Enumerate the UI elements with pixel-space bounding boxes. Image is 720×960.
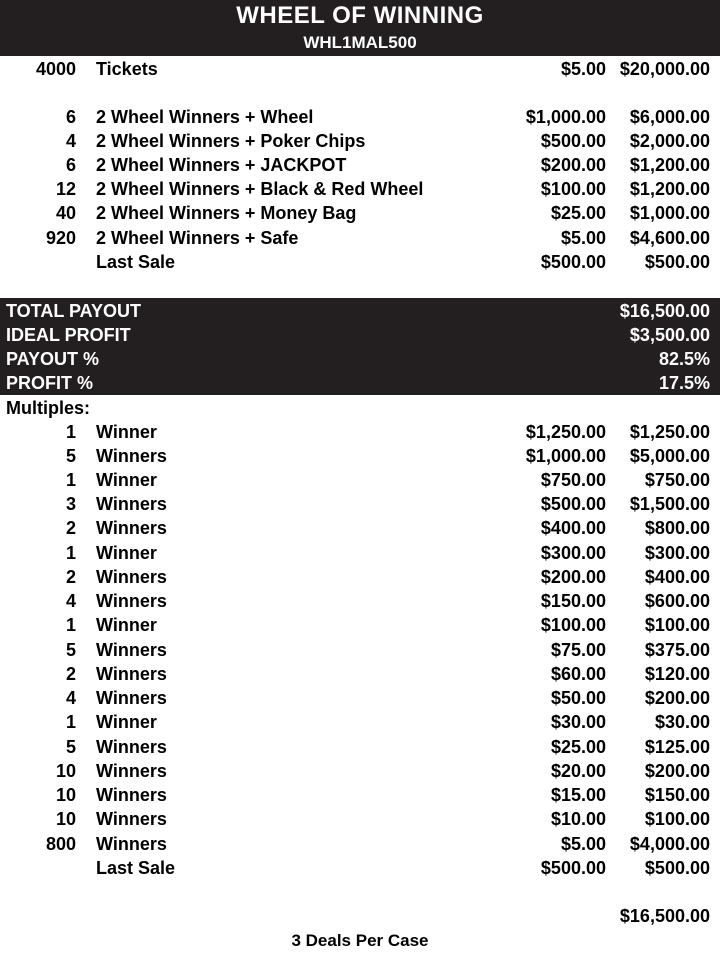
summary-row-total-payout [0,299,720,323]
multiple-desc: Winners [96,494,167,514]
summary-label: PROFIT % [6,373,94,393]
multiple-row [0,444,720,468]
multiple-prize: $500.00 [540,858,606,878]
summary-row-ideal-profit [0,323,720,347]
prize-qty: 6 [65,155,76,175]
prize-row [0,153,720,177]
multiple-desc: Winners [96,640,167,660]
multiple-prize: $150.00 [540,591,606,611]
multiple-desc: Winners [96,834,167,854]
multiple-qty: 5 [65,446,76,466]
prize-amount: $500.00 [540,131,606,151]
prize-qty: 920 [45,228,76,248]
multiple-qty: 800 [45,834,76,854]
multiple-row [0,759,720,783]
multiple-prize: $500.00 [540,494,606,514]
prize-desc: 2 Wheel Winners + Safe [96,228,299,248]
multiple-desc: Winner [96,712,157,732]
tickets-qty: 4000 [35,59,76,79]
prize-total: $6,000.00 [629,107,710,127]
prize-desc: 2 Wheel Winners + Wheel [96,107,314,127]
multiple-total: $300.00 [644,543,710,563]
multiple-qty: 1 [65,470,76,490]
prize-total: $1,200.00 [629,179,710,199]
multiple-total: $600.00 [644,591,710,611]
summary-value: $3,500.00 [629,325,710,345]
multiple-prize: $1,250.00 [525,422,606,442]
multiple-row [0,420,720,444]
multiple-total: $150.00 [644,785,710,805]
multiple-total: $5,000.00 [629,446,710,466]
prize-desc: Last Sale [96,252,176,272]
multiple-qty: 5 [65,640,76,660]
multiple-total: $125.00 [644,737,710,757]
multiple-qty: 10 [55,761,76,781]
multiple-qty: 1 [65,543,76,563]
multiple-desc: Winners [96,518,167,538]
game-title: WHEEL OF WINNING [236,2,484,29]
multiple-qty: 4 [65,591,76,611]
summary-value: $16,500.00 [619,301,710,321]
game-code: WHL1MAL500 [303,33,417,52]
summary-label: IDEAL PROFIT [6,325,131,345]
multiple-row [0,492,720,516]
multiple-prize: $200.00 [540,567,606,587]
multiple-prize: $10.00 [550,809,606,829]
multiple-row [0,589,720,613]
multiple-qty: 1 [65,422,76,442]
multiple-row [0,686,720,710]
multiple-row [0,710,720,734]
multiple-row [0,516,720,540]
prize-desc: 2 Wheel Winners + Money Bag [96,203,357,223]
prize-qty: 12 [55,179,76,199]
summary-label: PAYOUT % [6,349,100,369]
multiple-desc: Winner [96,422,157,442]
summary-block [0,298,720,395]
multiple-total: $375.00 [644,640,710,660]
tickets-total: $20,000.00 [619,59,710,79]
multiple-qty: 4 [65,688,76,708]
prize-row [0,226,720,250]
multiple-row [0,783,720,807]
summary-row-profit-percent [0,371,720,395]
multiple-prize: $25.00 [550,737,606,757]
multiple-row [0,468,720,492]
multiple-qty: 10 [55,785,76,805]
multiple-total: $100.00 [644,615,710,635]
summary-row-payout-percent [0,347,720,371]
multiple-prize: $20.00 [550,761,606,781]
multiple-desc: Winner [96,543,157,563]
multiple-desc: Winners [96,737,167,757]
prize-total: $4,600.00 [629,228,710,248]
multiple-row-last-sale [0,856,720,880]
multiple-prize: $60.00 [550,664,606,684]
multiple-qty: 10 [55,809,76,829]
multiple-prize: $400.00 [540,518,606,538]
prize-total: $2,000.00 [629,131,710,151]
multiple-total: $100.00 [644,809,710,829]
prize-desc: 2 Wheel Winners + JACKPOT [96,155,347,175]
prize-qty: 40 [55,203,76,223]
multiple-desc: Winner [96,615,157,635]
prize-amount: $25.00 [550,203,606,223]
multiple-qty: 1 [65,712,76,732]
multiple-qty: 2 [65,664,76,684]
prize-amount: $500.00 [540,252,606,272]
multiple-row [0,807,720,831]
multiple-desc: Last Sale [96,858,176,878]
multiples-heading: Multiples: [6,398,90,418]
tickets-label: Tickets [96,59,158,79]
multiple-prize: $30.00 [550,712,606,732]
multiple-desc: Winners [96,809,167,829]
multiple-desc: Winners [96,591,167,611]
tickets-row [0,57,720,81]
prize-amount: $1,000.00 [525,107,606,127]
prize-desc: 2 Wheel Winners + Black & Red Wheel [96,179,424,199]
prize-total: $1,000.00 [629,203,710,223]
prize-desc: 2 Wheel Winners + Poker Chips [96,131,366,151]
multiple-qty: 3 [65,494,76,514]
multiple-prize: $300.00 [540,543,606,563]
multiple-total: $1,500.00 [629,494,710,514]
multiple-desc: Winners [96,664,167,684]
multiple-prize: $100.00 [540,615,606,635]
multiple-prize: $75.00 [550,640,606,660]
multiple-row [0,662,720,686]
multiple-prize: $750.00 [540,470,606,490]
prize-qty: 6 [65,107,76,127]
multiple-prize: $15.00 [550,785,606,805]
multiple-desc: Winners [96,446,167,466]
ticket-price: $5.00 [560,59,606,79]
header-banner [0,0,720,56]
prize-row [0,201,720,225]
prize-row [0,129,720,153]
multiple-qty: 2 [65,518,76,538]
multiple-desc: Winners [96,688,167,708]
multiple-total: $800.00 [644,518,710,538]
multiple-row [0,638,720,662]
prize-row [0,105,720,129]
multiple-total: $200.00 [644,688,710,708]
prize-row [0,177,720,201]
multiple-total: $750.00 [644,470,710,490]
multiple-total: $120.00 [644,664,710,684]
deals-per-case: 3 Deals Per Case [291,931,429,950]
multiple-total: $200.00 [644,761,710,781]
multiple-qty: 1 [65,615,76,635]
prize-qty: 4 [65,131,76,151]
multiple-prize: $1,000.00 [525,446,606,466]
grand-total: $16,500.00 [619,906,710,926]
multiple-desc: Winner [96,470,157,490]
multiple-row [0,541,720,565]
multiple-qty: 5 [65,737,76,757]
multiple-row [0,565,720,589]
multiple-desc: Winners [96,761,167,781]
multiple-row [0,613,720,637]
multiple-total: $30.00 [654,712,710,732]
summary-value: 82.5% [658,349,710,369]
multiple-row [0,735,720,759]
multiple-total: $4,000.00 [629,834,710,854]
prize-row-last-sale [0,250,720,274]
multiple-total: $500.00 [644,858,710,878]
prize-amount: $100.00 [540,179,606,199]
summary-label: TOTAL PAYOUT [6,301,142,321]
multiple-desc: Winners [96,567,167,587]
multiple-desc: Winners [96,785,167,805]
multiple-qty: 2 [65,567,76,587]
prize-total: $500.00 [644,252,710,272]
multiple-row [0,832,720,856]
multiple-prize: $50.00 [550,688,606,708]
multiple-prize: $5.00 [560,834,606,854]
summary-value: 17.5% [658,373,710,393]
prize-amount: $200.00 [540,155,606,175]
multiple-total: $1,250.00 [629,422,710,442]
prize-total: $1,200.00 [629,155,710,175]
multiple-total: $400.00 [644,567,710,587]
prize-amount: $5.00 [560,228,606,248]
